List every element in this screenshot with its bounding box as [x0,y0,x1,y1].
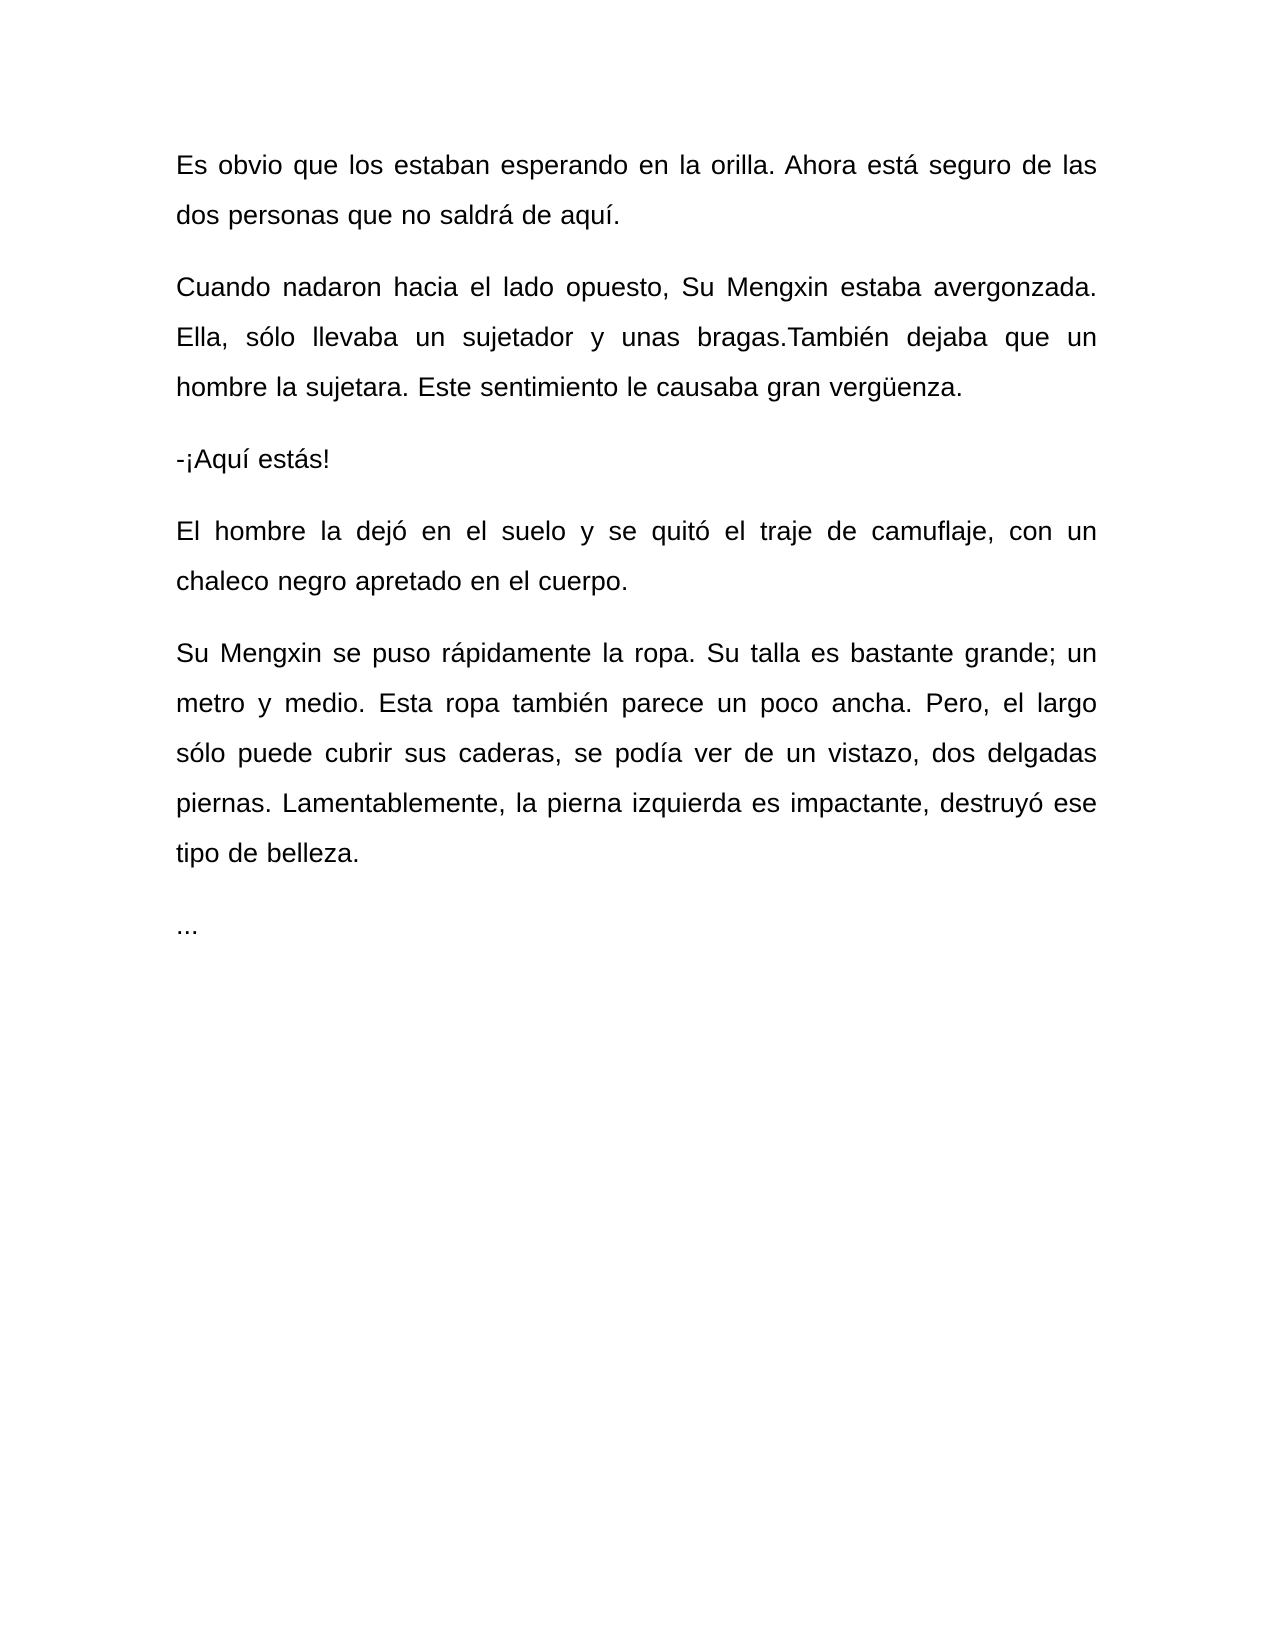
paragraph-1: Es obvio que los estaban esperando en la orilla. Ahora está seguro de las dos personas que no saldrá de aquí. [176,150,1097,230]
paragraph-5: Su Mengxin se puso rápidamente la ropa. Su talla es bastante grande; un metro y medio. Esta ropa también parece un poco ancha. Pero, el largo sólo puede cubrir sus caderas, se podía ver de un vistazo, dos delgadas piernas. Lamentablemente, la pierna izquierda es impactante, destruyó ese tipo de belleza. [176,638,1097,868]
paragraph-ellipsis: ... [176,910,199,940]
paragraph-2: Cuando nadaron hacia el lado opuesto, Su Mengxin estaba avergonzada. Ella, sólo llevaba un sujetador y unas bragas.También dejaba que un hombre la sujetara. Este sentimiento le causaba gran vergüenza. [176,272,1097,402]
document-body [176,140,1097,972]
paragraph-4: El hombre la dejó en el suelo y se quitó el traje de camuflaje, con un chaleco negro apretado en el cuerpo. [176,516,1097,596]
paragraph-3: -¡Aquí estás! [176,444,331,474]
